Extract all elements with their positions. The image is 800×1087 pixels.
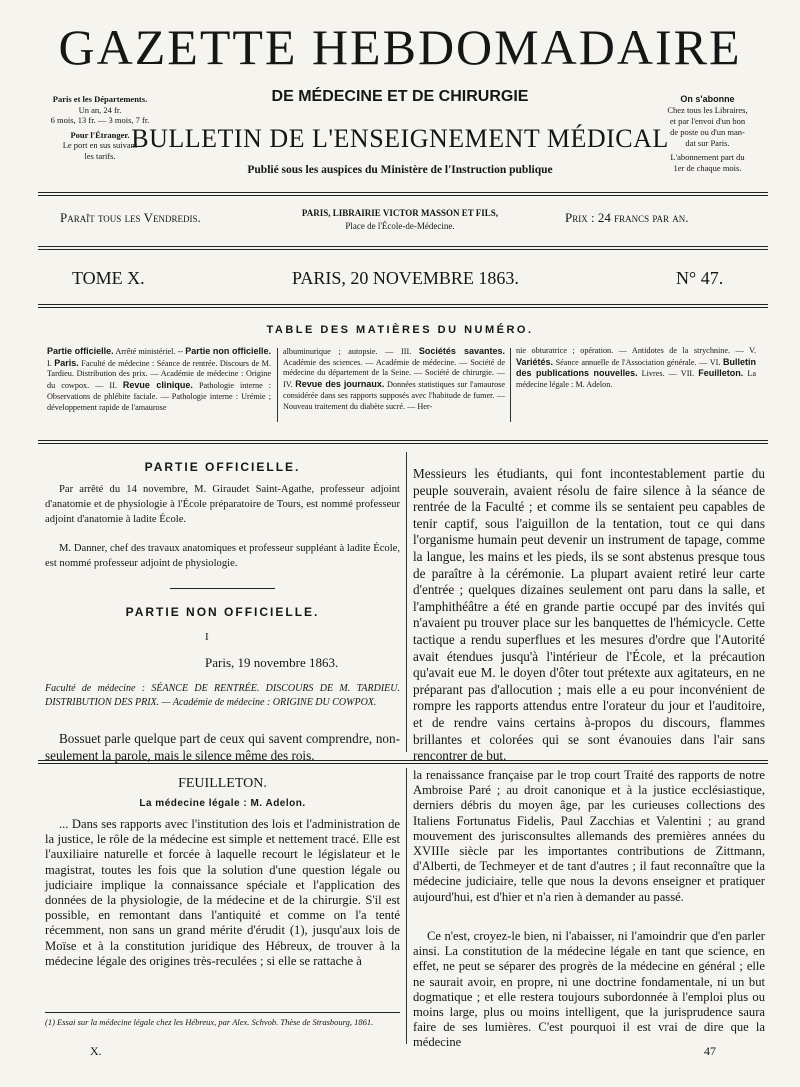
toc-divider bbox=[38, 440, 768, 444]
column-divider bbox=[406, 452, 407, 752]
toc-column-2 bbox=[283, 346, 505, 412]
right-box-line: de poste ou d'un man- bbox=[670, 127, 745, 137]
right-box-line: et par l'envoi d'un bon bbox=[669, 116, 746, 126]
feuilleton-left-text: ... Dans ses rapports avec l'institution des lois et l'administration de la justice, le rôle de la médecine est simple et nettement tracé. Elle est l'auxiliaire naturelle et forcée à laquelle recourt le législateur et le magistrat, toutes les fois que la solution d'une question légale ou judiciaire implique la connaissance spéciale et l'application des données de la physiologie, de la médecine et de la chirurgie. S'il est possible, en remontant dans l'antiquité et comme on l'a tenté récemment, non sans un grand mérite d'érudit (1), jusqu'aux lois de Moïse et à la constitution juridique des Hébreux, de trouver à la médecine légale des origines très-reculées ; si elle se rattache à bbox=[45, 817, 400, 968]
right-box-line: 1er de chaque mois. bbox=[673, 163, 742, 173]
footnote-rule bbox=[45, 1012, 400, 1013]
toc-entry-text: Séance annuelle de l'Association générale. — VI. bbox=[553, 357, 723, 367]
toc-entry-text: La médecine légale : M. Adelon. bbox=[516, 369, 756, 390]
issue-number: N° 47. bbox=[676, 268, 724, 288]
left-box-heading: Paris et les Départements. bbox=[52, 94, 148, 104]
toc-entry-bold: Paris. bbox=[54, 357, 79, 368]
toc-entry-bold: Feuilleton. bbox=[698, 368, 744, 379]
toc-title: TABLE DES MATIÈRES DU NUMÉRO. bbox=[266, 324, 534, 336]
article-summary: Faculté de médecine : SÉANCE DE RENTRÉE. DISCOURS DE M. TARDIEU. DISTRIBUTION DES PRIX. — Académie de médecine : ORIGINE DU COWPOX. bbox=[45, 683, 400, 708]
toc-column-3 bbox=[516, 346, 756, 391]
masthead-title: GAZETTE HEBDOMADAIRE bbox=[58, 19, 742, 75]
left-box-line: les tarifs. bbox=[84, 150, 116, 161]
toc-entry-text: I. bbox=[47, 358, 55, 368]
tome-divider bbox=[38, 304, 768, 308]
toc-entry-text: Pathologie interne : Observations de phlébite faciale. — Pathologie interne : Urémie ; développement rapide de l'amaurose bbox=[47, 381, 272, 412]
masthead-bulletin: BULLETIN DE L'ENSEIGNEMENT MÉDICAL bbox=[131, 124, 669, 153]
toc-entry-bold: Partie non officielle. bbox=[185, 346, 271, 356]
feuilleton-subheading: La médecine légale : M. Adelon. bbox=[139, 798, 306, 809]
officielle-paragraph-1: Par arrêté du 14 novembre, M. Giraudet Saint-Agathe, professeur adjoint d'anatomie et de physiologie à l'École préparatoire de Tours, est nommé professeur adjoint d'anatomie à ladite École. bbox=[45, 484, 400, 525]
toc-column-divider bbox=[277, 348, 278, 422]
toc-entry-bold: Variétés. bbox=[516, 356, 554, 367]
publication-frequency: Paraît tous les Vendredis. bbox=[60, 210, 201, 225]
publisher-name: PARIS, LIBRAIRIE VICTOR MASSON ET FILS, bbox=[301, 208, 499, 218]
toc-entry-text: Arrêté ministériel. -- bbox=[113, 347, 186, 356]
left-box-line: Le port en sus suivant bbox=[62, 140, 138, 150]
toc-entry-text: nie obturatrice ; opération. — Antidotes de la strychnine. — V. bbox=[516, 346, 756, 355]
toc-entry-text: albuminurique ; autopsie. — III. bbox=[283, 347, 419, 356]
section-heading-non-officielle: PARTIE NON OFFICIELLE. bbox=[125, 605, 320, 619]
toc-entry-text: Livres. — VII. bbox=[637, 369, 699, 379]
officielle-paragraph-2: M. Danner, chef des travaux anatomiques et professeur suppléant à ladite École, est nommé professeur adjoint de physiologie. bbox=[45, 543, 400, 569]
dateline: Paris, 19 novembre 1863. bbox=[205, 655, 339, 670]
masthead-auspices: Publié sous les auspices du Ministère de l'Instruction publique bbox=[247, 164, 553, 176]
right-box-line: dat sur Paris. bbox=[685, 138, 730, 148]
feuilleton-right-paragraph-2: Ce n'est, croyez-le bien, ni l'abaisser, ni l'amoindrir que d'en parler ainsi. La constitution de la médecine légale en tant que science, en effet, ne peut se séparer des progrès de la médecine en général ; elle ne saurait avoir, en propre, ni une doctrine fondamentale, ni un but dogmatique ; et elle restera toujours subordonnée à l'emploi plus ou moins large, plus ou moins intelligent, que la jurisprudence saura faire de ses lumières. C'est pourquoi il est vrai de dire que la médecine bbox=[413, 929, 765, 1050]
left-box-line: Un an, 24 fr. bbox=[78, 104, 122, 115]
toc-column-divider bbox=[510, 348, 511, 422]
feuilleton-divider bbox=[38, 760, 768, 764]
toc-column-1 bbox=[47, 346, 271, 413]
masthead-subtitle: DE MÉDECINE ET DE CHIRURGIE bbox=[271, 88, 529, 105]
tome-number: TOME X. bbox=[72, 268, 145, 288]
toc-entry-bold: Bulletin des publications nouvelles. bbox=[516, 356, 756, 379]
feuilleton-heading: FEUILLETON. bbox=[178, 776, 267, 791]
toc-entry-text: Données statistiques sur l'amaurose considérée dans ses rapports supposés avec l'habitude de fumer. — Nouveau traitement du diabète sucré. — Her- bbox=[283, 380, 505, 411]
info-divider bbox=[38, 246, 768, 250]
section-separator bbox=[170, 588, 275, 589]
feuilleton-column-divider bbox=[406, 768, 407, 1044]
issue-date: PARIS, 20 NOVEMBRE 1863. bbox=[292, 268, 519, 288]
footer-tome: X. bbox=[90, 1044, 102, 1058]
toc-entry-bold: Sociétés savantes. bbox=[418, 346, 505, 356]
subscription-price: Prix : 24 francs par an. bbox=[565, 210, 689, 225]
publisher-info bbox=[250, 207, 550, 233]
right-box-heading: On s'abonne bbox=[680, 94, 735, 104]
right-box-line: L'abonnement part du bbox=[670, 152, 745, 162]
footnote: (1) Essai sur la médecine légale chez les Hébreux, par Alex. Schvob. Thèse de Strasbourg, 1861. bbox=[45, 1017, 374, 1027]
toc-entry-bold: Revue des journaux. bbox=[295, 379, 385, 390]
section-heading-officielle: PARTIE OFFICIELLE. bbox=[144, 460, 301, 474]
toc-entry-text: Académie des sciences. — Académie de médecine. — Société de médecine du département de la Seine. — Société de chirurgie. — IV. bbox=[283, 357, 505, 390]
footer-page-number: 47 bbox=[704, 1044, 716, 1058]
toc-entry-text: Faculté de médecine : Séance de rentrée. Discours de M. Tardieu. Distribution des prix. — Académie de médecine : Origine du cowpox. — II. bbox=[47, 358, 271, 391]
publisher-address: Place de l'École-de-Médecine. bbox=[345, 221, 455, 231]
toc-entry-bold: Partie officielle. bbox=[47, 346, 114, 356]
toc-entry-bold: Revue clinique. bbox=[122, 380, 193, 391]
article-paragraph: Bossuet parle quelque part de ceux qui savent comprendre, non-seulement la parole, mais le silence même des rois. bbox=[45, 731, 400, 763]
section-numeral: I bbox=[205, 631, 209, 643]
left-box-heading2: Pour l'Étranger. bbox=[70, 129, 130, 140]
left-box-line: 6 mois, 13 fr. — 3 mois, 7 fr. bbox=[50, 115, 150, 125]
right-box-line: Chez tous les Libraires, bbox=[667, 105, 748, 115]
masthead-divider bbox=[38, 192, 768, 196]
feuilleton-right-paragraph-1: la renaissance française par le trop court Traité des rapports de notre Ambroise Paré ; au droit canonique et à la justice ecclésiastique, derniers débris du moyen âge, par les curieuses collections des Italiens Fortunatus Fidelis, Paul Zacchias et Valentini ; au grand mouvement des jurisconsultes allemands des premières années du XVIIIe siècle par les importantes contributions de Zittmann, d'Alberti, de Techmeyer et de tant d'autres ; il faut reconnaître que la médecine judiciaire, telle que nous la devons enseigner et pratiquer aujourd'hui, est d'hier et n'a rien à demander au passé. bbox=[413, 768, 765, 904]
right-column-text: Messieurs les étudiants, qui font incontestablement partie du peuple souverain, avaient résolu de faire silence à la séance de rentrée de la Faculté ; et comme ils se sentaient peu capables de tenir captif, sous l'aiguillon de la tentation, tout ce qui dans l'organisme humain peut devenir un instrument de tapage, comme la langue, les mains et les pieds, ils se sont abstenus presque tous de paraître à la cérémonie. La plupart avaient retiré leur carte d'entrée ; quelques dizaines seulement ont paru dans la salle, et l'amphithéâtre a été en grande partie occupé par des invités qui n'avaient pu trouver place sur les banquettes de l'hémicycle. Cette tactique a rendu superflues et les mesures d'ordre que l'Autorité avait étendues jusqu'à l'intérieur de l'École, et la précaution qu'avait eue M. le doyen d'ôter tout prétexte aux agitateurs, en ne préparant pas d'allocution ; mais elle a eu pour inconvénient de rompre les rapports attendus entre l'orateur du jour et l'auditoire, et de rendre vains certains à-propos du discours, flammes brillantes et colorées qui se sont évanouies dans l'air sans rencontrer de but. bbox=[413, 466, 765, 764]
